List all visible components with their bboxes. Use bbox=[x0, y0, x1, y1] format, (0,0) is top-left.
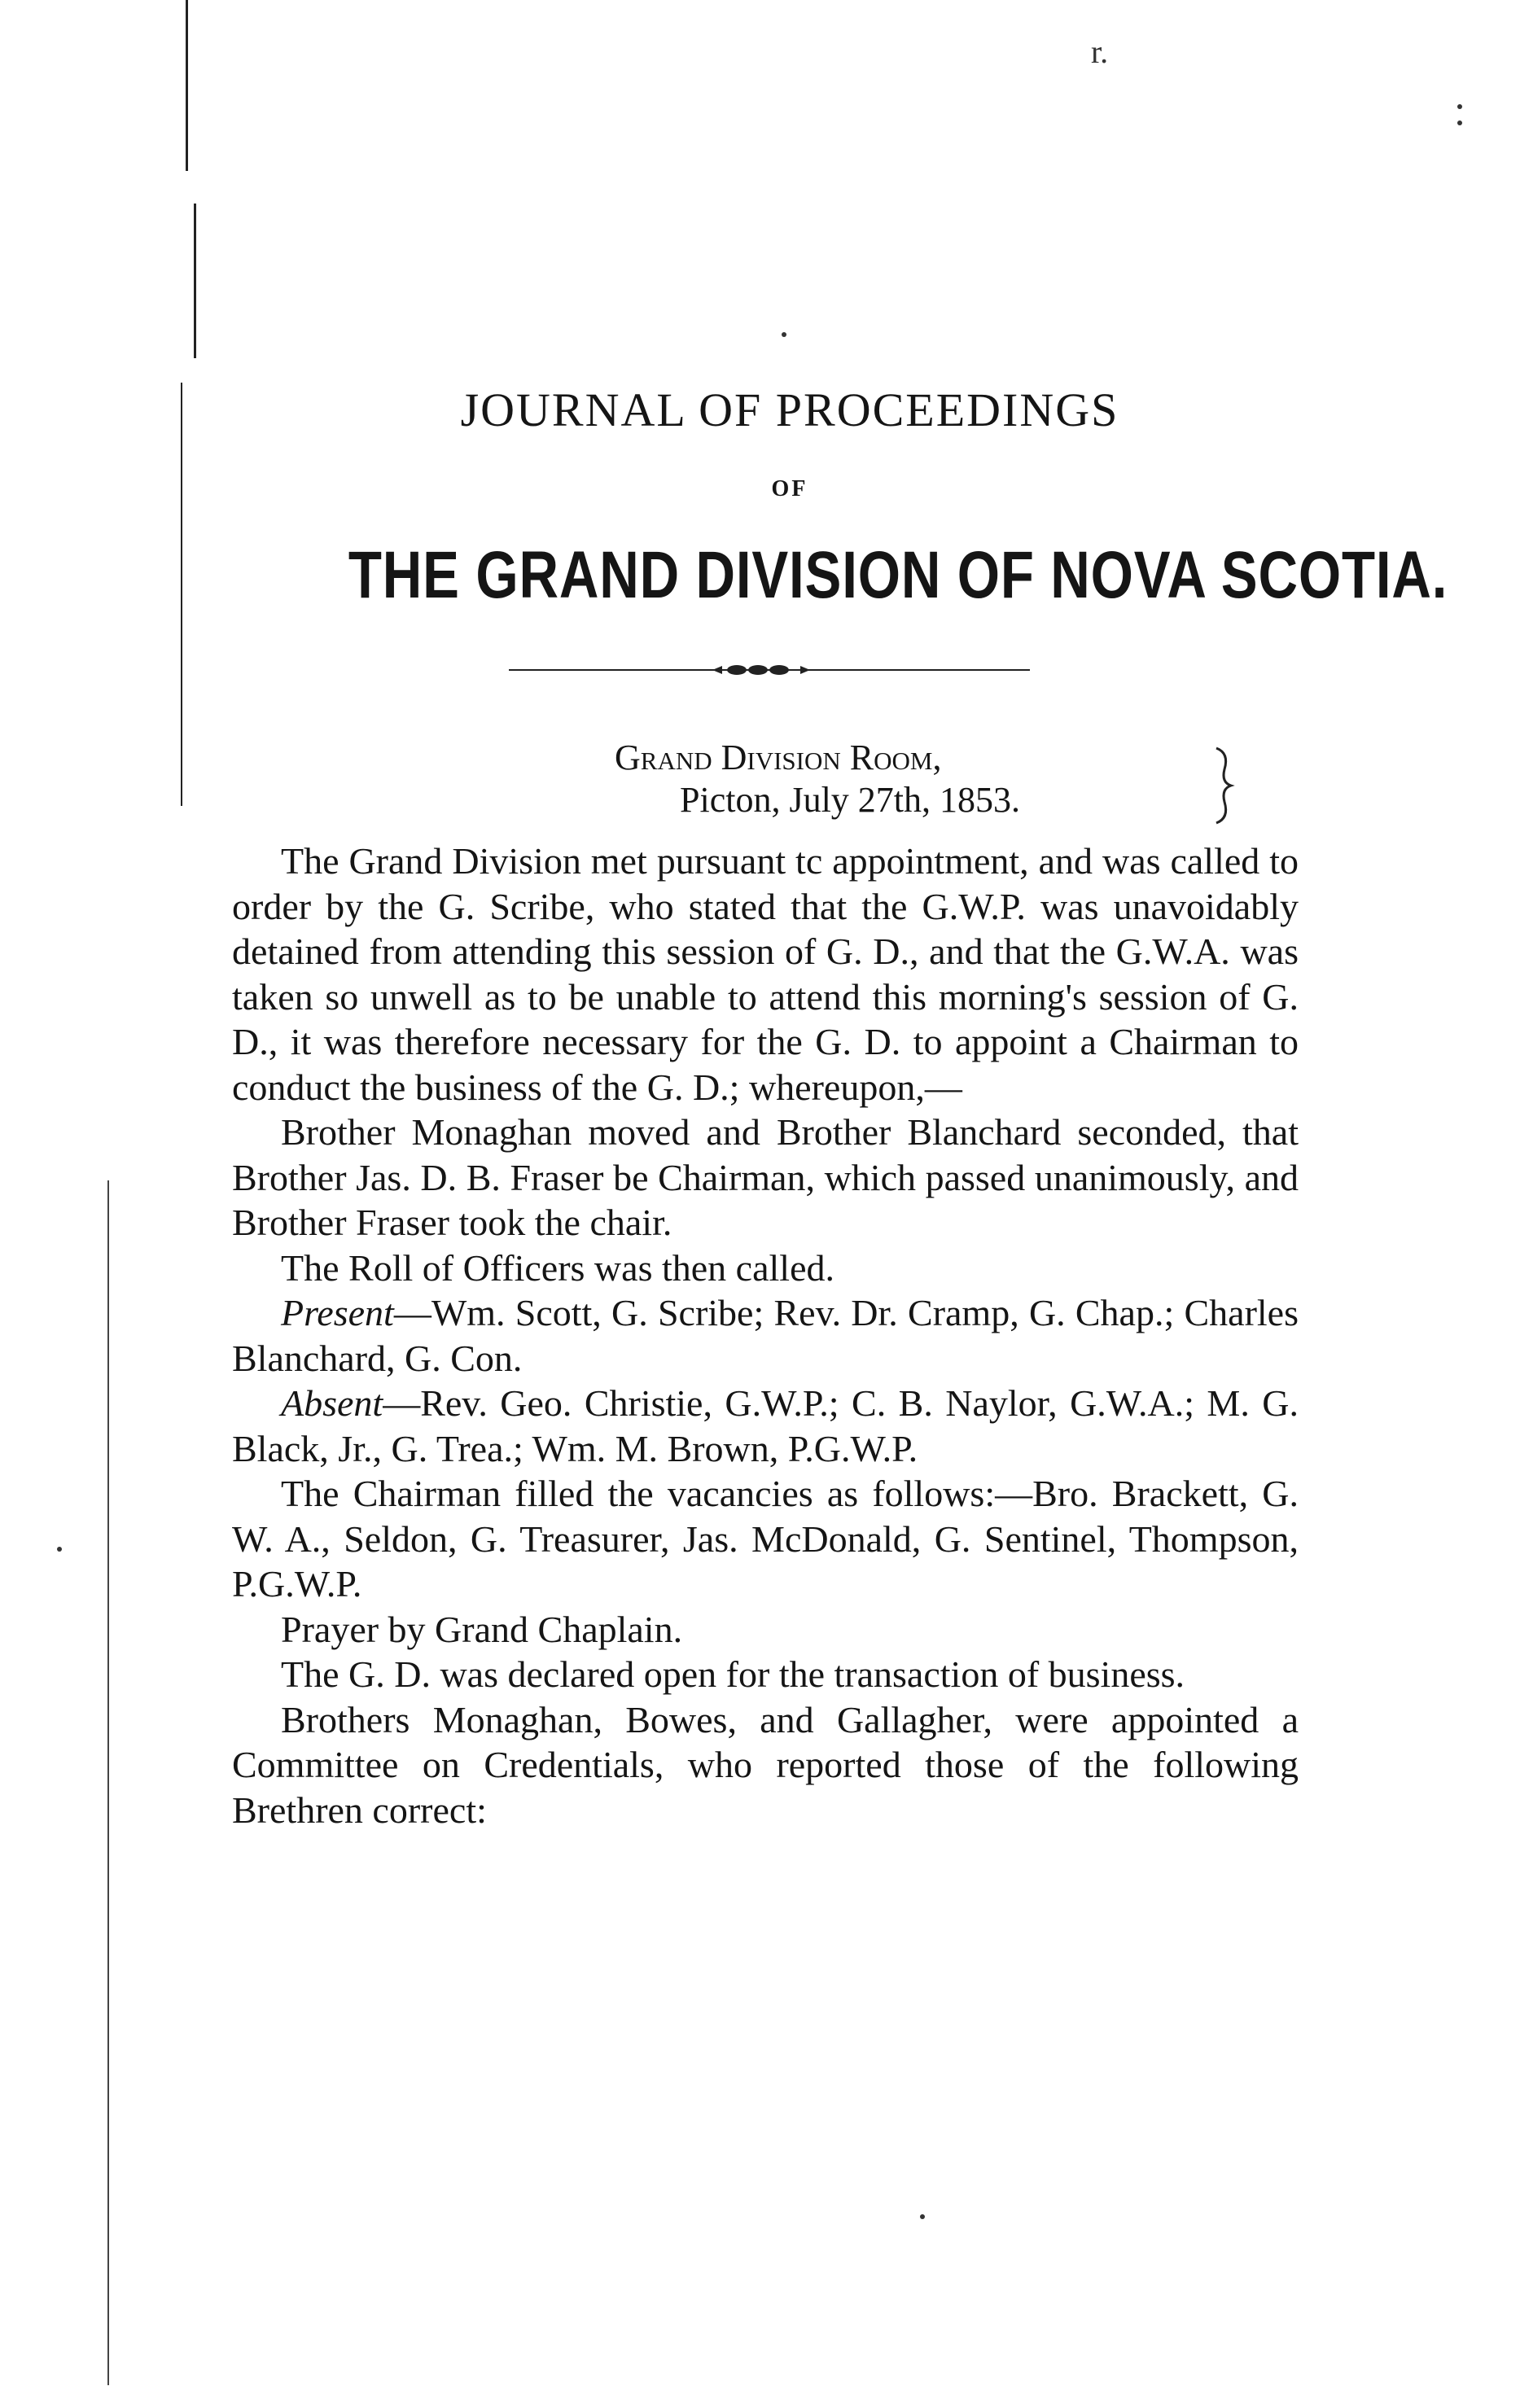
margin-rule bbox=[186, 0, 188, 171]
speck bbox=[920, 2214, 925, 2219]
title-connector: OF bbox=[771, 476, 808, 501]
speck bbox=[1457, 104, 1462, 109]
paragraph: Brothers Monaghan, Bowes, and Gallagher, were appointed a Committee on Credentials, who reported those of the following Brethren correct: bbox=[232, 1698, 1299, 1831]
speck bbox=[782, 332, 786, 337]
dateline bbox=[594, 737, 1278, 821]
dateline-room: Grand Division Room, bbox=[615, 738, 942, 777]
journal-body bbox=[232, 838, 1299, 1832]
speck bbox=[1457, 120, 1462, 125]
paragraph: Brother Monaghan moved and Brother Blanchard seconded, that Brother Jas. D. B. Fraser be Chairman, which passed unanimously, and Brother Fraser took the chair. bbox=[232, 1111, 1299, 1243]
paragraph bbox=[232, 1290, 1299, 1381]
speck bbox=[57, 1547, 62, 1552]
page-title: JOURNAL OF PROCEEDINGS bbox=[460, 383, 1119, 436]
paragraph: The Grand Division met pursuant tc appointment, and was called to order by the G. Scribe, who stated that the G.W.P. was unavoidably detained from attending this session of G. D., and that the G.W.A. was taken so unwell as to be unable to attend this morning's session of G. D., it was therefore necessary for the G. D. to appoint a Chairman to conduct the business of the G. D.; whereupon,— bbox=[232, 840, 1299, 1108]
paragraph bbox=[232, 1381, 1299, 1471]
brace-mark bbox=[1211, 745, 1236, 826]
present-label: Present bbox=[281, 1292, 394, 1333]
absent-label: Absent bbox=[281, 1382, 383, 1424]
paragraph: Prayer by Grand Chaplain. bbox=[281, 1608, 683, 1650]
absent-list: —Rev. Geo. Christie, G.W.P.; C. B. Naylor, G.W.A.; M. G. Black, Jr., G. Trea.; Wm. M. Brown, P.G.W.P. bbox=[232, 1382, 1299, 1469]
dateline-place: Picton, July 27th, 1853. bbox=[680, 780, 1021, 820]
ornamental-divider bbox=[509, 663, 1030, 676]
margin-rule bbox=[181, 383, 182, 806]
page-subtitle: THE GRAND DIVISION OF NOVA SCOTIA. bbox=[348, 538, 1448, 612]
present-list: —Wm. Scott, G. Scribe; Rev. Dr. Cramp, G. Chap.; Charles Blanchard, G. Con. bbox=[232, 1292, 1299, 1379]
margin-rule bbox=[107, 1180, 109, 2385]
margin-rule bbox=[194, 204, 196, 358]
paragraph: The Chairman filled the vacancies as follows:—Bro. Brackett, G. W. A., Seldon, G. Treasurer, Jas. McDonald, G. Sentinel, Thompson, P.G.W.P. bbox=[232, 1473, 1299, 1605]
paragraph: The Roll of Officers was then called. bbox=[281, 1246, 834, 1289]
paragraph: The G. D. was declared open for the transaction of business. bbox=[281, 1653, 1185, 1695]
page-mark: r. bbox=[1091, 33, 1109, 70]
